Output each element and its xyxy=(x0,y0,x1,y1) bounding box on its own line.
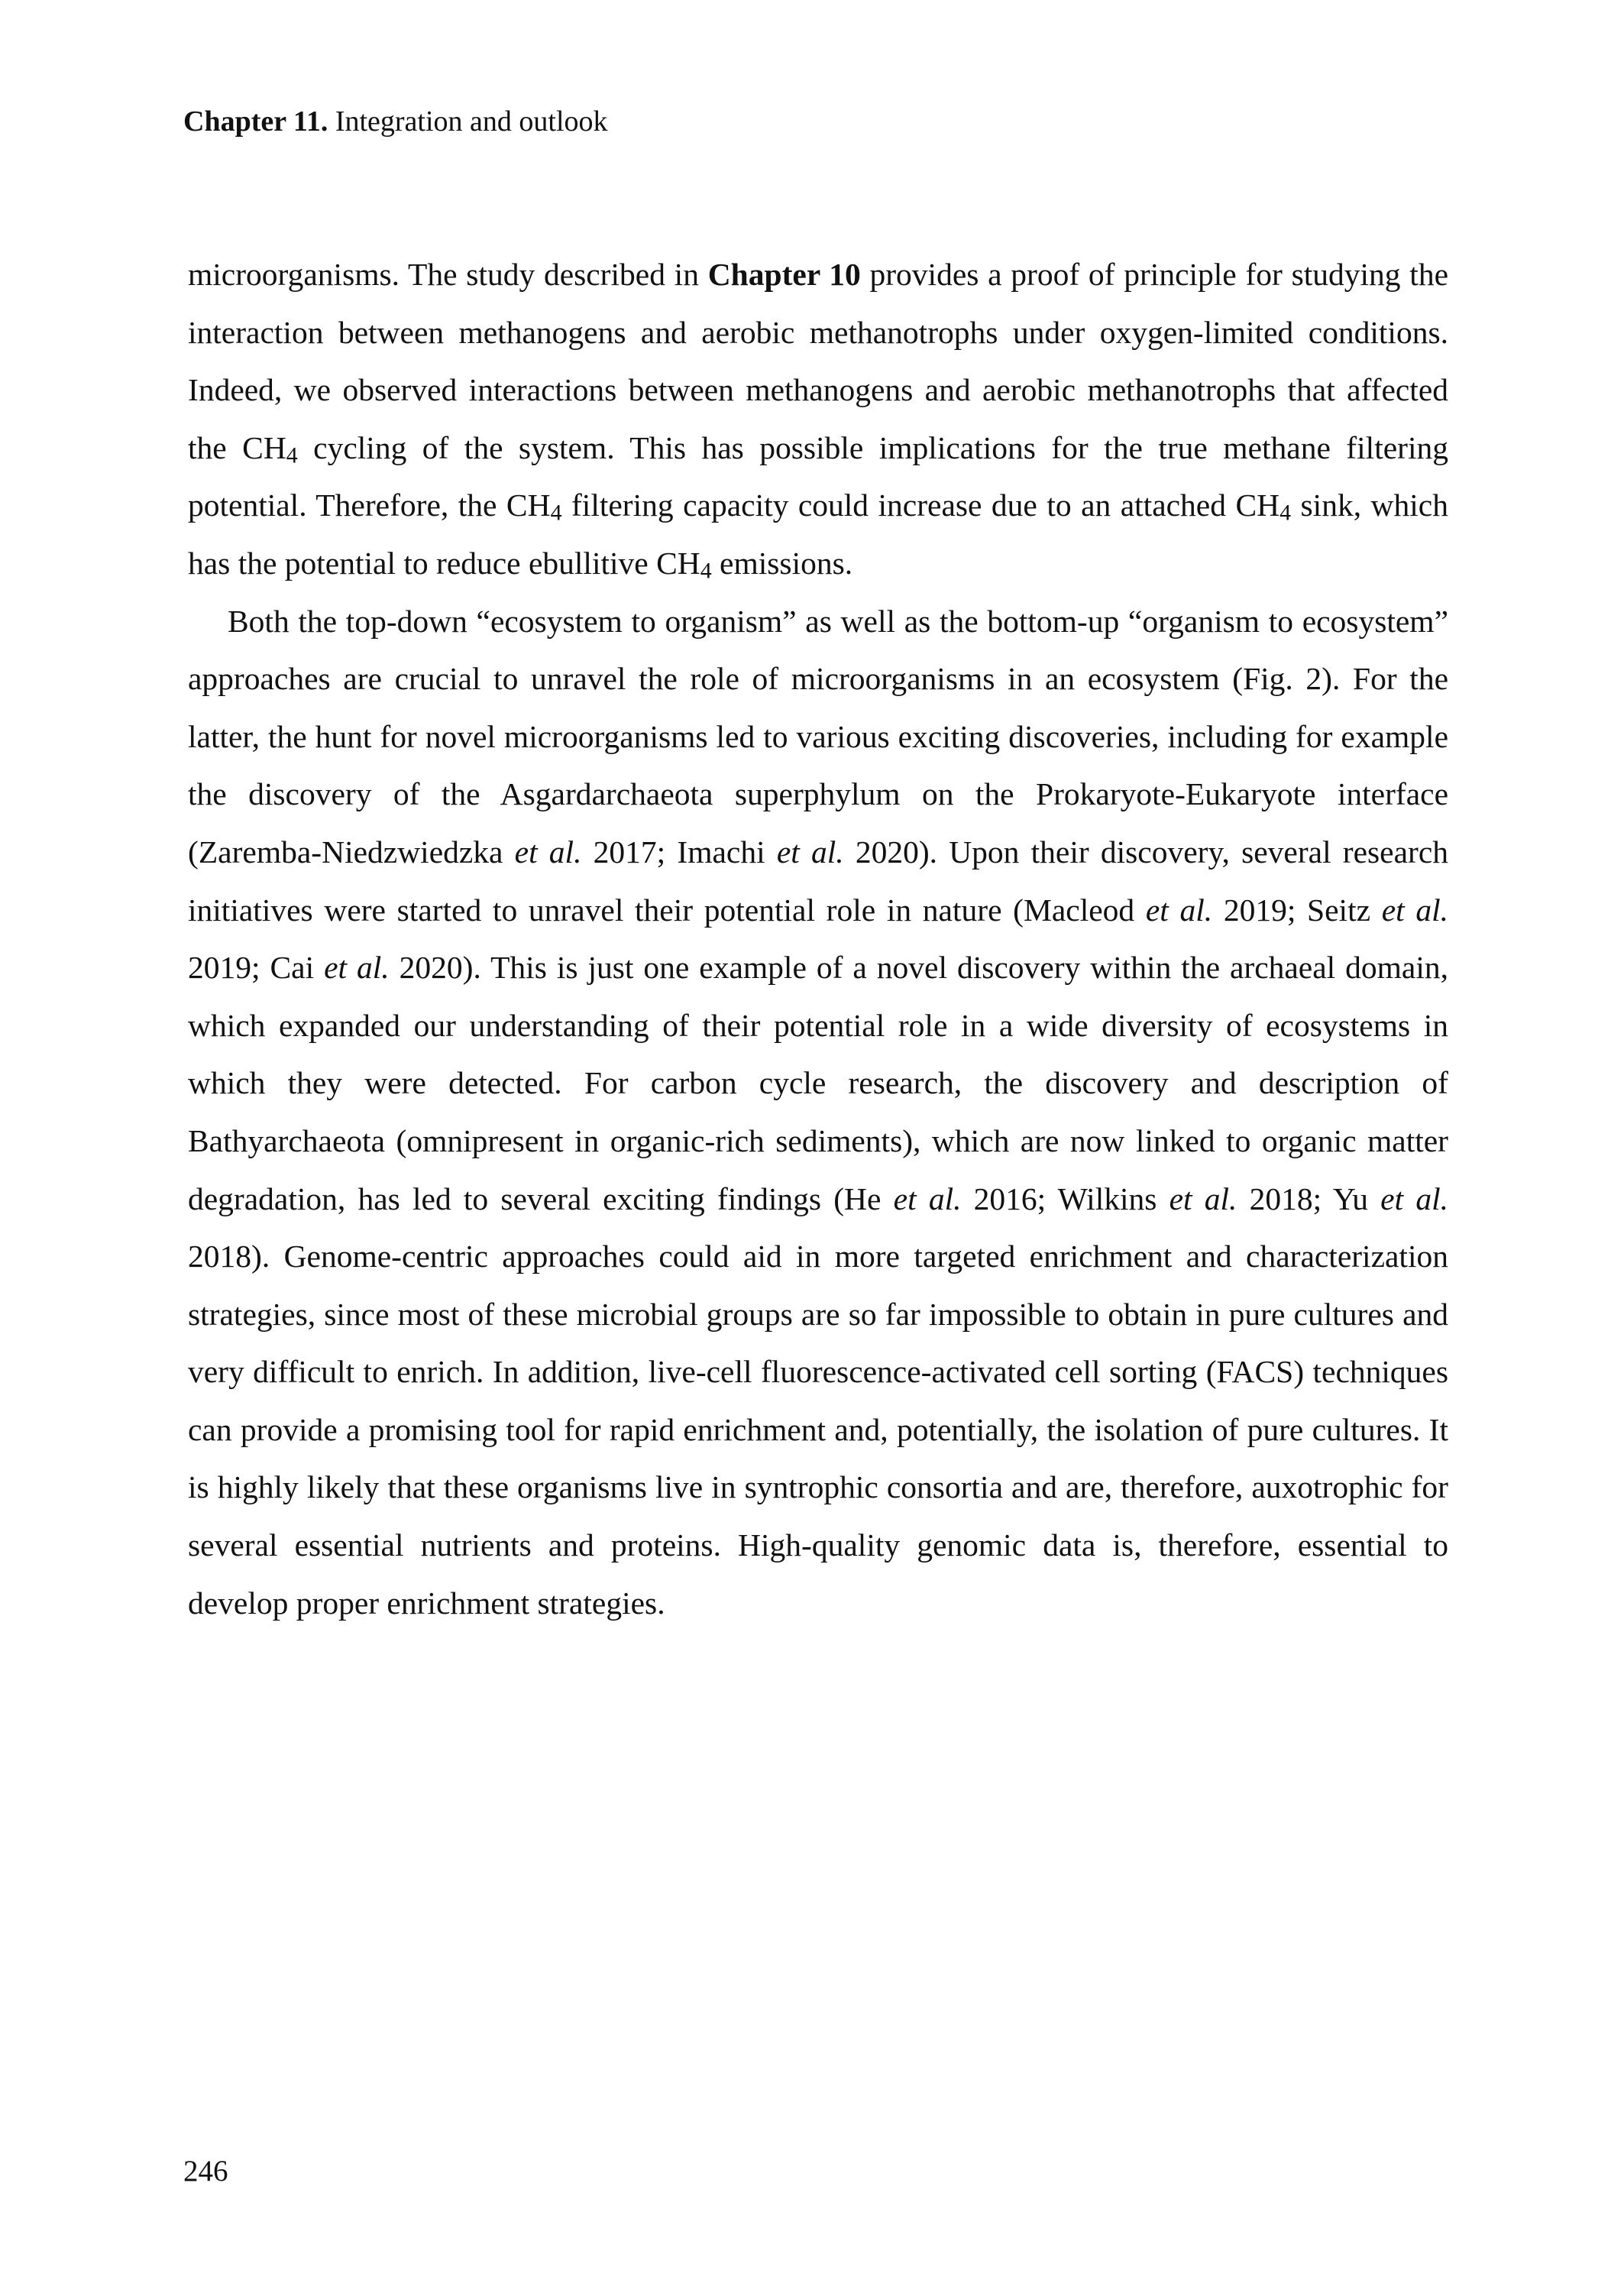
text-span: cycling of the system. This has possible implications for the true methane filtering potential. Therefore, the CH xyxy=(188,429,1448,523)
page-number: 246 xyxy=(183,2155,228,2188)
et-al: et al. xyxy=(1381,892,1449,928)
chapter-title: Integration and outlook xyxy=(335,105,608,138)
paragraph-methanotroph-interaction xyxy=(188,246,1448,593)
running-header xyxy=(183,102,608,141)
body-text xyxy=(188,246,1448,1632)
et-al: et al. xyxy=(514,834,582,870)
text-span: 2019; Cai xyxy=(188,950,325,986)
text-span: Both the top-down “ecosystem to organism” as well as the bottom-up “organism to ecosystem” approaches are crucial to unravel the role of microorganisms in an ecosystem (Fig. 2). For the latter, the hunt for novel microorganisms led to various exciting discoveries, including for example the discovery of the Asgardarchaeota superphylum on the Prokaryote-Eukaryote interface (Zaremba-Niedzwiedzka xyxy=(188,603,1448,870)
text-span: 2016; Wilkins xyxy=(961,1181,1169,1216)
et-al: et al. xyxy=(776,834,844,870)
et-al: et al. xyxy=(1169,1181,1237,1216)
text-span: emissions. xyxy=(711,545,853,581)
text-span: 2017; Imachi xyxy=(581,834,777,870)
text-span: 2018; Yu xyxy=(1237,1181,1381,1216)
text-span: 2020). This is just one example of a novel discovery within the archaeal domain, which expanded our understanding of their potential role in a wide diversity of ecosystems in which they were detected. For carbon cycle research, the discovery and description of Bathyarchaeota (omnipresent in organic-rich sediments), which are now linked to organic matter degradation, has led to several exciting findings (He xyxy=(188,950,1448,1216)
subscript-4: 4 xyxy=(1279,500,1292,526)
text-span: microorganisms. The study described in xyxy=(188,257,708,292)
text-span: sink, which has the potential to reduce ebullitive CH xyxy=(188,487,1448,581)
text-span: 2019; Seitz xyxy=(1212,892,1382,928)
subscript-4: 4 xyxy=(700,558,712,584)
et-al: et al. xyxy=(893,1181,962,1216)
et-al: et al. xyxy=(1380,1181,1448,1216)
text-span: filtering capacity could increase due to an attached CH xyxy=(561,487,1280,523)
chapter-label: Chapter 11. xyxy=(183,105,328,138)
chapter-10-reference: Chapter 10 xyxy=(707,257,861,292)
subscript-4: 4 xyxy=(550,500,562,526)
et-al: et al. xyxy=(324,950,390,986)
subscript-4: 4 xyxy=(286,442,298,468)
paragraph-top-down-bottom-up xyxy=(188,593,1448,1633)
et-al: et al. xyxy=(1145,892,1213,928)
text-span: provides a proof of principle for studying the interaction between methanogens and aerobic methanotrophs under oxygen-limited conditions. Indeed, we observed interactions between methanogens and aerobic methanotrophs that affected the CH xyxy=(188,257,1448,465)
text-span: 2020). Upon their discovery, several research initiatives were started to unravel their potential role in nature (Macleod xyxy=(188,834,1449,928)
text-span: 2018). Genome-centric approaches could aid in more targeted enrichment and characterization strategies, since most of these microbial groups are so far impossible to obtain in pure cultures and very difficult to enrich. In addition, live-cell fluorescence-activated cell sorting (FACS) techniques can provide a promising tool for rapid enrichment and, potentially, the isolation of pure cultures. It is highly likely that these organisms live in syntrophic consortia and are, therefore, auxotrophic for several essential nutrients and proteins. High-quality genomic data is, therefore, essential to develop proper enrichment strategies. xyxy=(188,1239,1448,1621)
